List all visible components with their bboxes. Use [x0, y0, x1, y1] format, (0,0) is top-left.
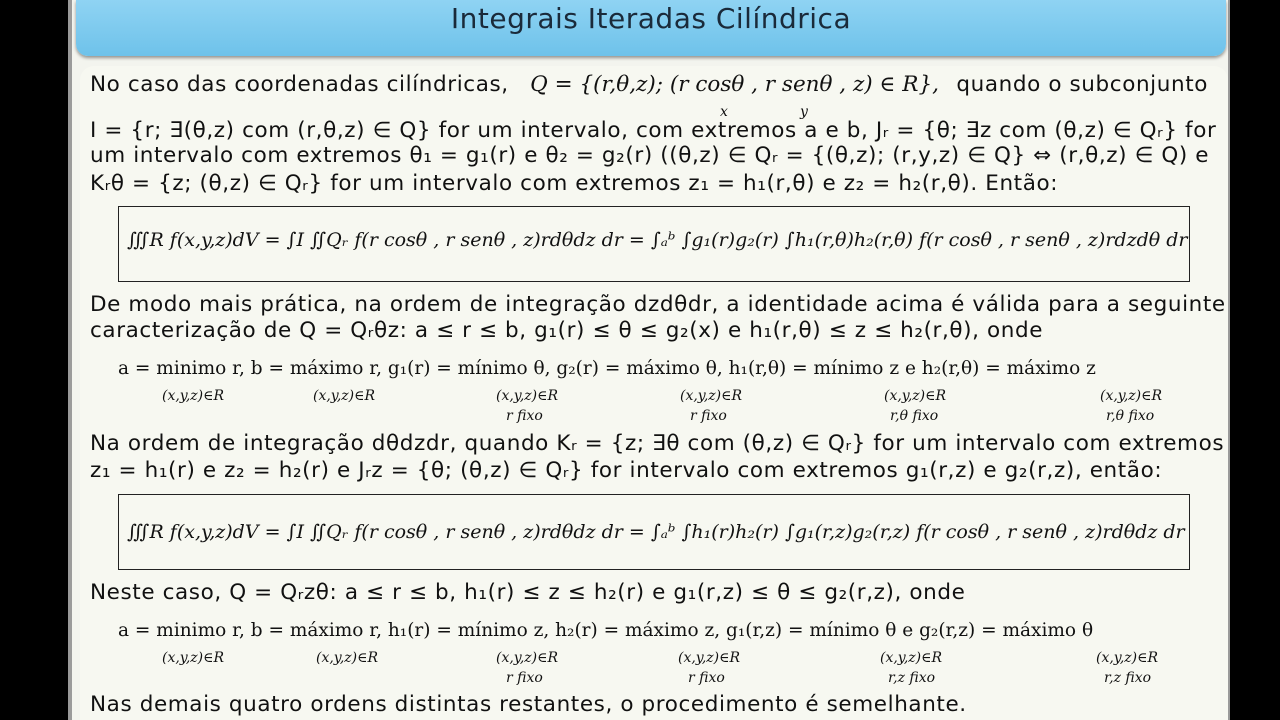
set-q-definition: Q = {(r,θ,z); (r cosθ , r senθ , z) ∈ R}, — [530, 72, 939, 97]
under-min-theta-fixo-1: r fixo — [506, 408, 543, 424]
under-min-z-fixo-1: r,θ fixo — [890, 408, 939, 424]
intro-text-c: quando o subconjunto — [956, 72, 1208, 97]
underbrace-y-label: y — [800, 104, 808, 120]
under-max-theta-fixo-2: r,z fixo — [1104, 670, 1152, 686]
formula-1: ∭R f(x,y,z)dV = ∫I ∬Qᵣ f(r cosθ , r senθ , z)rdθdz dr = ∫ₐᵇ ∫g₁(r)g₂(r) ∫h₁(r,θ)h₂(r,θ) f(r cosθ , r senθ , z)rdzdθ dr — [127, 229, 1188, 251]
slide-title: Integrais Iteradas Cilíndrica — [450, 2, 852, 35]
under-max-r-1: (x,y,z)∈R — [313, 388, 376, 404]
definitions-1: a = minimo r, b = máximo r, g₁(r) = mínimo θ, g₂(r) = máximo θ, h₁(r,θ) = mínimo z e h₂(r,θ) = máximo z — [118, 358, 1096, 379]
intro-text-a: No caso das coordenadas cilíndricas, — [90, 72, 509, 97]
formula-box-1 — [118, 206, 1190, 282]
under-min-theta-fixo-2: r,z fixo — [888, 670, 936, 686]
intro-line-1 — [90, 72, 1208, 97]
under-min-z-2: (x,y,z)∈R — [496, 650, 559, 666]
formula-box-2 — [118, 494, 1190, 570]
title-bar — [76, 0, 1226, 56]
under-min-r-2: (x,y,z)∈R — [162, 650, 225, 666]
ordem-line-1: Na ordem de integração dθdzdr, quando Kᵣ = {z; ∃θ com (θ,z) ∈ Qᵣ} for um intervalo com extremos — [90, 431, 1225, 456]
definitions-2: a = minimo r, b = máximo r, h₁(r) = mínimo z, h₂(r) = máximo z, g₁(r,z) = mínimo θ e g₂(r,z) = máximo θ — [118, 620, 1094, 641]
under-max-theta-fixo-1: r fixo — [690, 408, 727, 424]
pratica-line-2: caracterização de Q = Qᵣθz: a ≤ r ≤ b, g₁(r) ≤ θ ≤ g₂(x) e h₁(r,θ) ≤ z ≤ h₂(r,θ), onde — [90, 318, 1044, 343]
under-max-theta-2: (x,y,z)∈R — [1096, 650, 1159, 666]
intro-line-3: um intervalo com extremos θ₁ = g₁(r) e θ₂ = g₂(r) ((θ,z) ∈ Qᵣ = {(θ,z); (r,y,z) ∈ Q} ⇔ (r,θ,z) ∈ Q) e — [90, 143, 1210, 168]
under-max-z-fixo-2: r fixo — [688, 670, 725, 686]
ordem-line-2: z₁ = h₁(r) e z₂ = h₂(r) e Jᵣz = {θ; (θ,z) ∈ Qᵣ} for intervalo com extremos g₁(r,z) e g₂(r,z), então: — [90, 458, 1163, 483]
under-max-theta-1: (x,y,z)∈R — [680, 388, 743, 404]
underbrace-x-label: x — [720, 104, 728, 120]
under-min-r-1: (x,y,z)∈R — [162, 388, 225, 404]
pratica-line-1: De modo mais prática, na ordem de integração dzdθdr, a identidade acima é válida para a seguinte — [90, 292, 1226, 317]
neste-line: Neste caso, Q = Qᵣzθ: a ≤ r ≤ b, h₁(r) ≤ z ≤ h₂(r) e g₁(r,z) ≤ θ ≤ g₂(r,z), onde — [90, 580, 966, 605]
under-max-z-fixo-1: r,θ fixo — [1106, 408, 1155, 424]
intro-line-2: I = {r; ∃(θ,z) com (r,θ,z) ∈ Q} for um intervalo, com extremos a e b, Jᵣ = {θ; ∃z com (θ,z) ∈ Qᵣ} for — [90, 118, 1217, 143]
intro-line-4: Kᵣθ = {z; (θ,z) ∈ Qᵣ} for um intervalo com extremos z₁ = h₁(r,θ) e z₂ = h₂(r,θ). Então: — [90, 171, 1059, 196]
under-min-z-1: (x,y,z)∈R — [884, 388, 947, 404]
under-max-z-2: (x,y,z)∈R — [678, 650, 741, 666]
closing-line: Nas demais quatro ordens distintas restantes, o procedimento é semelhante. — [90, 692, 967, 717]
under-max-r-2: (x,y,z)∈R — [316, 650, 379, 666]
under-min-z-fixo-2: r fixo — [506, 670, 543, 686]
under-min-theta-2: (x,y,z)∈R — [880, 650, 943, 666]
under-min-theta-1: (x,y,z)∈R — [496, 388, 559, 404]
formula-2: ∭R f(x,y,z)dV = ∫I ∬Qᵣ f(r cosθ , r senθ , z)rdθdz dr = ∫ₐᵇ ∫h₁(r)h₂(r) ∫g₁(r,z)g₂(r,z) f(r cosθ , r senθ , z)rdθdz dr — [127, 521, 1185, 543]
under-max-z-1: (x,y,z)∈R — [1100, 388, 1163, 404]
